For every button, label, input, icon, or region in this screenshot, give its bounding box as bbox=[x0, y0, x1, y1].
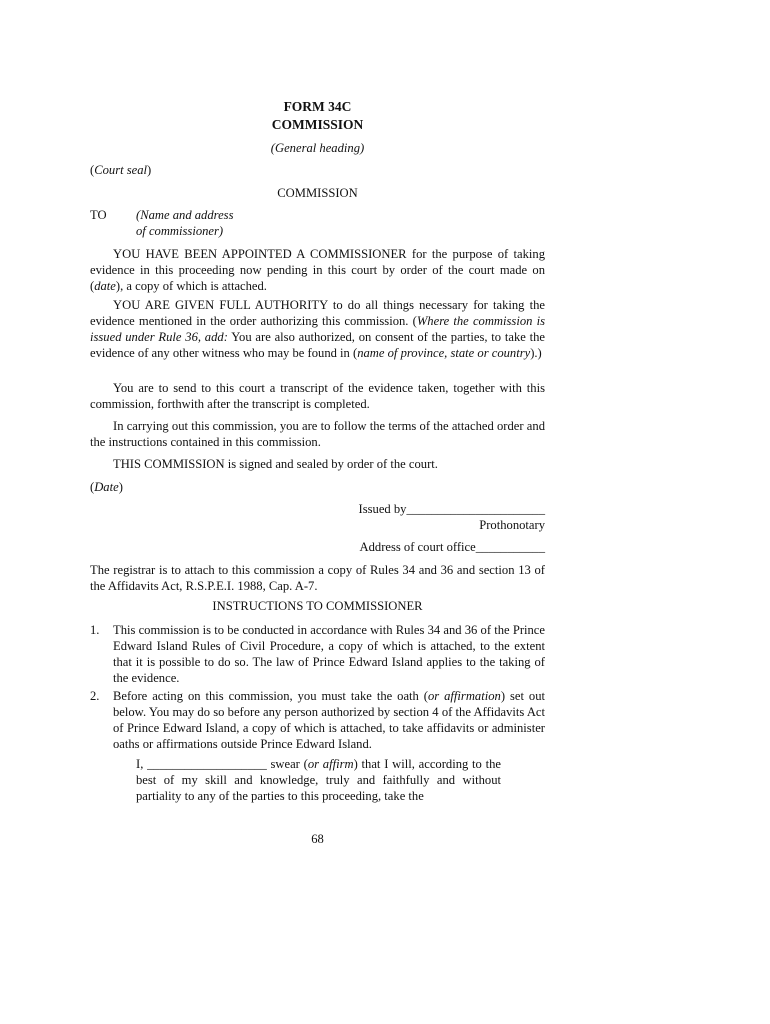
italic-run: or affirm bbox=[307, 757, 354, 771]
form-title: FORM 34C bbox=[283, 99, 352, 114]
to-addressee-line1: (Name and address bbox=[136, 208, 234, 222]
paragraph-appointment: YOU HAVE BEEN APPOINTED A COMMISSIONER for the purpose of taking evidence in this proceeding now pending in this court by order of the court made on (date), a copy of which is attached. bbox=[90, 247, 545, 293]
court-seal: (Court seal) bbox=[90, 163, 152, 177]
form-subtitle: COMMISSION bbox=[271, 117, 364, 132]
italic-run: name of province, state or country bbox=[357, 346, 531, 360]
italic-run: Where the commission is issued under Rule 36, add: bbox=[90, 314, 545, 344]
general-heading: (General heading) bbox=[270, 141, 365, 155]
court-seal-text: Court seal bbox=[94, 163, 148, 177]
court-office-line: Address of court office___________ bbox=[359, 540, 545, 554]
instruction-number: 1. bbox=[90, 623, 100, 637]
instruction-item: This commission is to be conducted in accordance with Rules 34 and 36 of the Prince Edward Island Rules of Civil Procedure, a copy of which is attached, to the extent that it is possible to do so. The law of Prince Edward Island applies to the taking of the evidence. bbox=[113, 623, 545, 685]
general-heading-text: General heading bbox=[275, 141, 360, 155]
issued-by-line: Issued by______________________ bbox=[358, 502, 545, 516]
to-addressee-line2: of commissioner) bbox=[136, 224, 224, 238]
paragraph-signed: THIS COMMISSION is signed and sealed by order of the court. bbox=[113, 457, 438, 471]
registrar-note: The registrar is to attach to this commission a copy of Rules 34 and 36 and section 13 of the Affidavits Act, R.S.P.E.I. 1988, Cap. A-7. bbox=[90, 563, 545, 593]
to-label: TO bbox=[90, 208, 107, 222]
paragraph-instructions: In carrying out this commission, you are to follow the terms of the attached order and the instructions contained in this commission. bbox=[90, 419, 545, 449]
instruction-item: Before acting on this commission, you must take the oath (or affirmation) set out below. You may do so before any person authorized by section 4 of the Affidavits Act of Prince Edward Island, a copy of which is attached, to take affidavits or administer oaths or affirmations outside Prince Edward Island. bbox=[113, 689, 545, 751]
date-label: (Date) bbox=[90, 480, 123, 494]
oath-text: I, ___________________ swear (or affirm) that I will, according to the best of my skill and knowledge, truly and faithfully and without partiality to any of the parties to this proceeding, take the bbox=[136, 757, 502, 803]
instructions-heading: INSTRUCTIONS TO COMMISSIONER bbox=[212, 599, 423, 613]
instruction-number: 2. bbox=[90, 689, 100, 703]
page-number: 68 bbox=[311, 832, 324, 846]
paragraph-authority: YOU ARE GIVEN FULL AUTHORITY to do all things necessary for taking the evidence mentioned in the order authorizing this commission. (Where the commission is issued under Rule 36, add: You are also authorized, on consent of the parties, to take the evidence of any other witness who may be found in (name of province, state or country).) bbox=[90, 298, 545, 360]
italic-run: date bbox=[94, 279, 116, 293]
italic-run: or affirmation bbox=[427, 689, 501, 703]
prothonotary-label: Prothonotary bbox=[479, 518, 545, 532]
paragraph-transcript: You are to send to this court a transcript of the evidence taken, together with this commission, forthwith after the transcript is completed. bbox=[90, 381, 545, 411]
date-label-text: Date bbox=[94, 480, 119, 494]
section-heading: COMMISSION bbox=[277, 186, 358, 200]
